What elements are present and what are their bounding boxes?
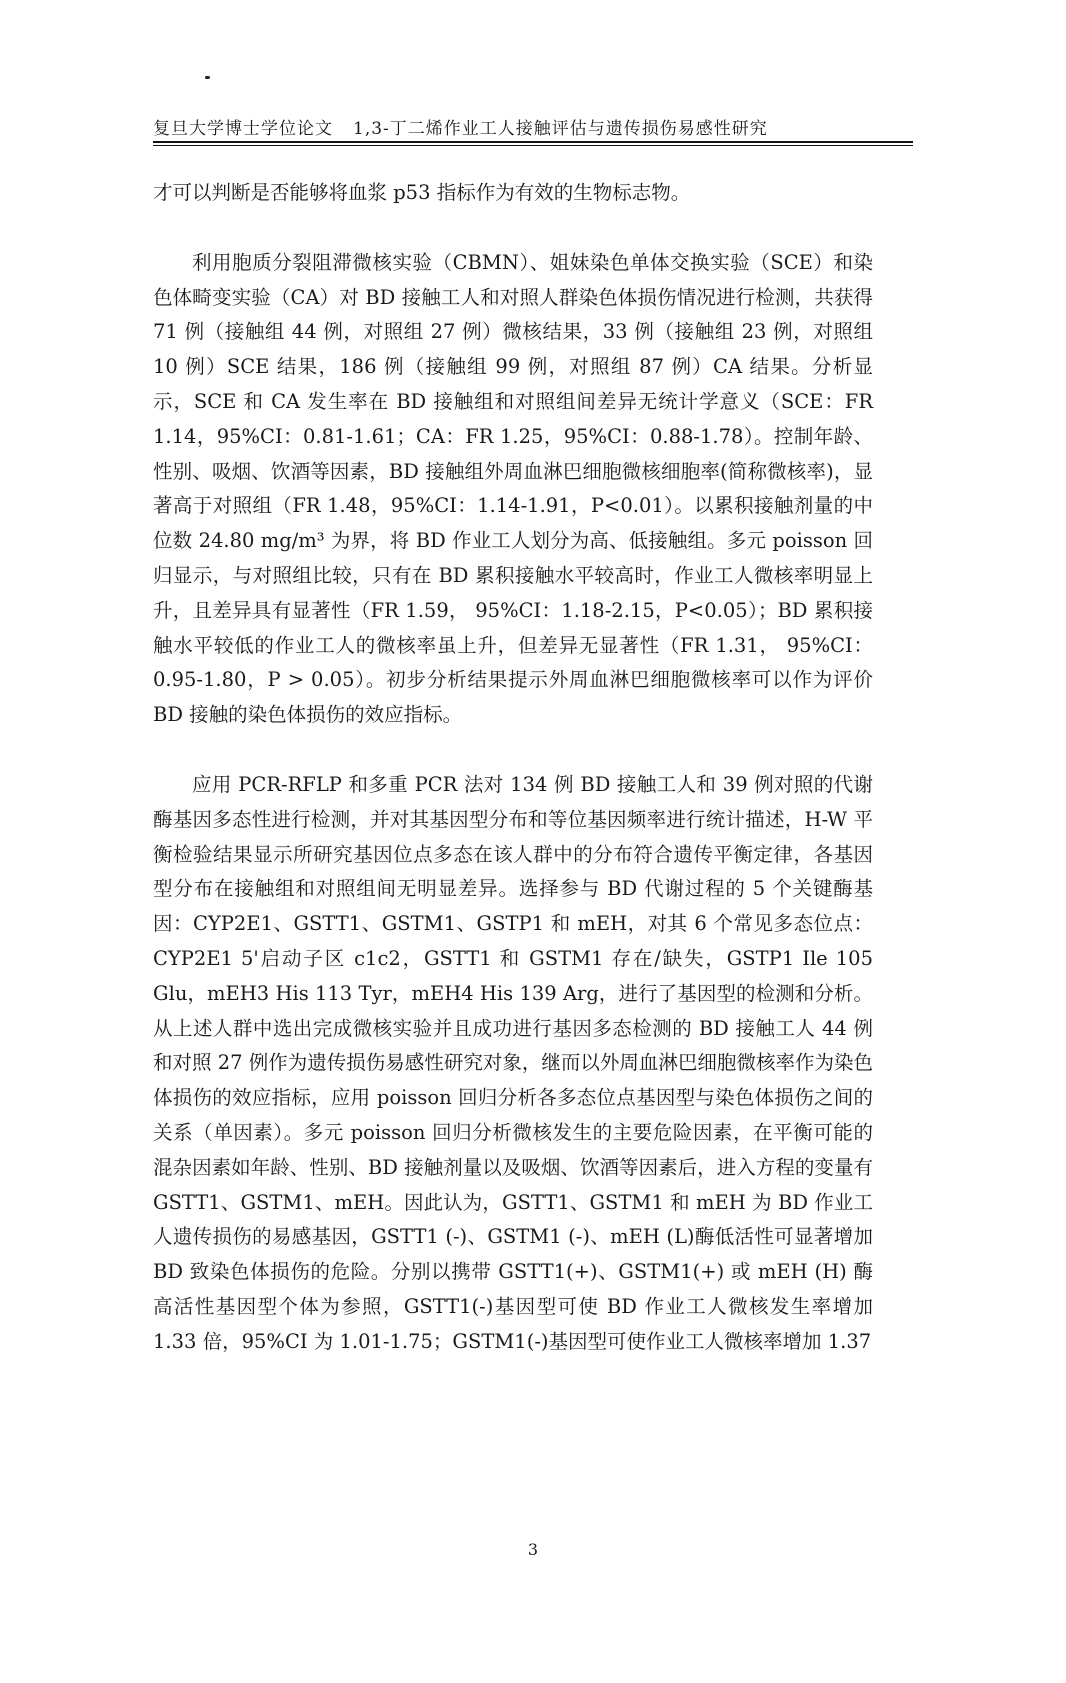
header-thesis-title: 1,3-丁二烯作业工人接触评估与遗传损伤易感性研究 [353,119,768,139]
header-rule [153,141,913,143]
paragraph-chromosome-damage: 利用胞质分裂阻滞微核实验（CBMN）、姐妹染色单体交换实验（SCE）和染色体畸变实验（CA）对 BD 接触工人和对照人群染色体损伤情况进行检测，共获得 71 例（接触组 44 例，对照组 27 例）微核结果，33 例（接触组 23 例，对照组 10 例）SCE 结果，186 例（接触组 99 例，对照组 87 例）CA 结果。分析显示，SCE 和 CA 发生率在 BD 接触组和对照组间差异无统计学意义（SCE：FR 1.14，95%CI：0.81-1.61；CA：FR 1.25，95%CI：0.88-1.78）。控制年龄、性别、吸烟、饮酒等因素，BD 接触组外周血淋巴细胞微核细胞率(简称微核率)，显著高于对照组（FR 1.48，95%CI：1.14-1.91，P<0.01）。以累积接触剂量的中位数 24.80 mg/m³ 为界，将 BD 作业工人划分为高、低接触组。多元 poisson 回归显示，与对照组比较，只有在 BD 累积接触水平较高时，作业工人微核率明显上升，且差异具有显著性（FR 1.59， 95%CI：1.18-2.15，P<0.05）；BD 累积接触水平较低的作业工人的微核率虽上升，但差异无显著性（FR 1.31， 95%CI：0.95-1.80，P > 0.05）。初步分析结果提示外周血淋巴细胞微核率可以作为评价 BD 接触的染色体损伤的效应指标。 [153,250,873,727]
paragraph-gene-polymorphism: 应用 PCR-RFLP 和多重 PCR 法对 134 例 BD 接触工人和 39 例对照的代谢酶基因多态性进行检测，并对其基因型分布和等位基因频率进行统计描述，H-W 平衡检验结果显示所研究基因位点多态在该人群中的分布符合遗传平衡定律，各基因型分布在接触组和对照组间无明显差异。选择参与 BD 代谢过程的 5 个关键酶基因：CYP2E1、GSTT1、GSTM1、GSTP1 和 mEH，对其 6 个常见多态位点：CYP2E1 5'启动子区 c1c2，GSTT1 和 GSTM1 存在/缺失，GSTP1 Ile 105 Glu，mEH3 His 113 Tyr，mEH4 His 139 Arg，进行了基因型的检测和分析。从上述人群中选出完成微核实验并且成功进行基因多态检测的 BD 接触工人 44 例和对照 27 例作为遗传损伤易感性研究对象，继而以外周血淋巴细胞微核率作为染色体损伤的效应指标，应用 poisson 回归分析各多态位点基因型与染色体损伤之间的关系（单因素）。多元 poisson 回归分析微核发生的主要危险因素，在平衡可能的混杂因素如年龄、性别、BD 接触剂量以及吸烟、饮酒等因素后，进入方程的变量有 GSTT1、GSTM1、mEH。因此认为，GSTT1、GSTM1 和 mEH 为 BD 作业工人遗传损伤的易感基因，GSTT1 (-)、GSTM1 (-)、mEH (L)酶低活性可显著增加 BD 致染色体损伤的危险。分别以携带 GSTT1(+)、GSTM1(+) 或 mEH (H) 酶高活性基因型个体为参照，GSTT1(-)基因型可使 BD 作业工人微核发生率增加 1.33 倍，95%CI 为 1.01-1.75；GSTM1(-)基因型可使作业工人微核率增加 1.37 [153,772,873,1353]
paragraph-continued: 才可以判断是否能够将血浆 p53 指标作为有效的生物标志物。 [153,181,691,204]
header-rule-thin [153,145,913,146]
page-number: 3 [527,1540,539,1559]
scan-speck [205,76,210,79]
header-thesis-label: 复旦大学博士学位论文 [153,119,333,139]
running-header [153,114,913,139]
body-text [153,176,873,1360]
